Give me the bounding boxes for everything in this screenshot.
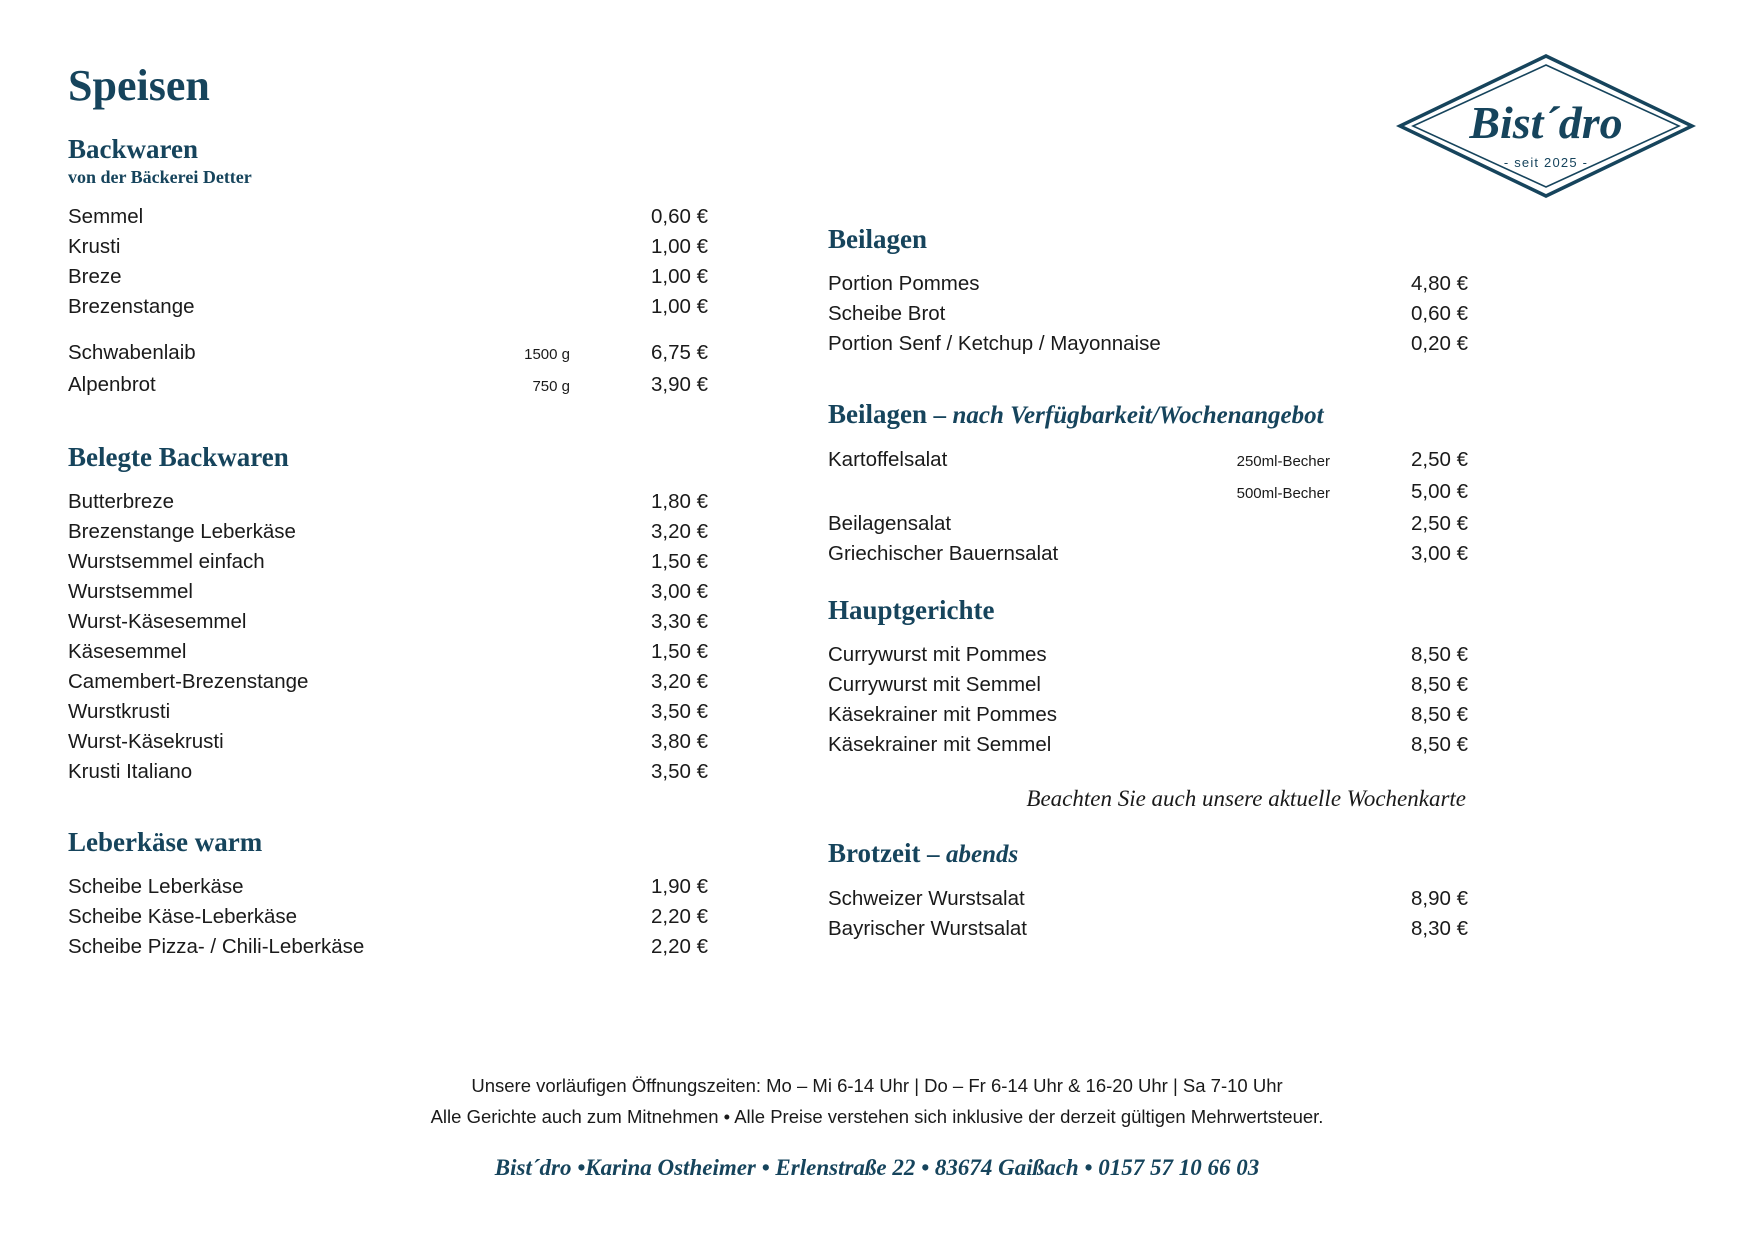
menu-item-row <box>828 730 1468 760</box>
item-price: 4,80 € <box>1411 272 1468 296</box>
logo-tagline: - seit 2025 - <box>1503 155 1589 170</box>
item-price: 6,75 € <box>651 340 708 364</box>
menu-item-row <box>68 727 708 757</box>
item-name: Schweizer Wurstsalat <box>828 886 1025 910</box>
section-heading-modifier: – abends <box>927 840 1019 868</box>
item-name: Wurstsemmel <box>68 579 193 603</box>
item-price: 1,00 € <box>651 294 708 318</box>
item-list-backwaren <box>68 202 708 402</box>
item-name: Semmel <box>68 204 144 228</box>
menu-item-row <box>828 329 1468 359</box>
logo-wordmark: Bist´dro <box>1469 97 1623 148</box>
menu-item-row <box>68 637 708 667</box>
item-price: 3,00 € <box>651 579 708 603</box>
section-subheading-backwaren: von der Bäckerei Detter <box>68 167 252 188</box>
item-list-leberkaese-warm <box>68 872 708 962</box>
item-price: 0,60 € <box>651 204 708 228</box>
menu-item-row <box>68 547 708 577</box>
section-heading-beilagen-wochenangebot <box>828 399 1468 431</box>
item-price: 1,00 € <box>651 264 708 288</box>
item-price: 5,00 € <box>1411 479 1468 503</box>
menu-item-row <box>828 700 1468 730</box>
section-heading-beilagen <box>828 224 1468 255</box>
section-heading-text: Beilagen <box>828 224 927 254</box>
item-price: 2,20 € <box>651 904 708 928</box>
page-title: Speisen <box>68 61 210 110</box>
menu-item-row <box>68 697 708 727</box>
item-name: Wurst-Käsesemmel <box>68 609 247 633</box>
item-name: Wurstkrusti <box>68 699 171 723</box>
item-list-brotzeit <box>828 884 1468 944</box>
item-qty: 750 g <box>532 377 570 395</box>
item-name: Brezenstange Leberkäse <box>68 519 296 543</box>
item-name: Camembert-Brezenstange <box>68 669 309 693</box>
wochenkarte-note: Beachten Sie auch unsere aktuelle Wochenkarte <box>1026 785 1466 811</box>
page-footer <box>0 1070 1754 1182</box>
item-qty: 250ml-Becher <box>1236 452 1330 470</box>
logo-diamond-icon <box>1396 52 1696 200</box>
item-price: 3,80 € <box>651 729 708 753</box>
opening-hours: Unsere vorläufigen Öffnungszeiten: Mo – Mi 6-14 Uhr | Do – Fr 6-14 Uhr & 16-20 Uhr | Sa 7-10 Uhr <box>471 1075 1283 1097</box>
menu-item-row <box>68 232 708 262</box>
item-price: 3,20 € <box>651 669 708 693</box>
menu-item-row <box>68 757 708 787</box>
item-name: Krusti <box>68 234 121 258</box>
contact-address: Bist´dro •Karina Ostheimer • Erlenstraße 22 • 83674 Gaißach • 0157 57 10 66 03 <box>494 1155 1260 1181</box>
item-price: 3,00 € <box>1411 541 1468 565</box>
item-name: Wurst-Käsekrusti <box>68 729 224 753</box>
menu-item-row <box>828 509 1468 539</box>
item-name: Wurstsemmel einfach <box>68 549 265 573</box>
menu-item-row <box>68 262 708 292</box>
menu-item-row <box>828 884 1468 914</box>
menu-item-row <box>68 577 708 607</box>
section-heading-text: Hauptgerichte <box>828 594 995 625</box>
menu-item-row <box>828 539 1468 569</box>
menu-item-row <box>828 269 1468 299</box>
item-price: 0,20 € <box>1411 332 1468 356</box>
section-heading-hauptgerichte <box>828 595 1468 626</box>
menu-item-row <box>828 477 1468 509</box>
item-name: Scheibe Pizza- / Chili-Leberkäse <box>68 934 365 958</box>
item-price: 8,50 € <box>1411 702 1468 726</box>
right-column <box>828 224 1468 944</box>
item-price: 8,30 € <box>1411 916 1468 940</box>
item-name: Alpenbrot <box>68 372 156 396</box>
menu-item-row <box>828 445 1468 477</box>
item-name: Käsesemmel <box>68 639 187 663</box>
item-qty: 500ml-Becher <box>1236 484 1330 502</box>
item-price: 8,50 € <box>1411 732 1468 756</box>
takeaway-tax-notice: Alle Gerichte auch zum Mitnehmen • Alle Preise verstehen sich inklusive der derzeit gültigen Mehrwertsteuer. <box>430 1106 1324 1128</box>
section-heading-belegte-backwaren: Belegte Backwaren <box>68 441 289 472</box>
item-qty: 1500 g <box>524 345 570 363</box>
menu-item-row <box>68 202 708 232</box>
item-price: 2,20 € <box>651 934 708 958</box>
section-heading-text: Beilagen <box>828 399 927 430</box>
item-name: Breze <box>68 264 122 288</box>
item-name: Kartoffelsalat <box>828 447 948 471</box>
menu-item-row <box>828 640 1468 670</box>
item-name: Scheibe Brot <box>828 302 946 326</box>
item-name: Schwabenlaib <box>68 340 196 364</box>
menu-item-row <box>68 902 708 932</box>
menu-item-row <box>68 517 708 547</box>
item-price: 1,50 € <box>651 549 708 573</box>
item-name: Griechischer Bauernsalat <box>828 541 1059 565</box>
section-heading-backwaren: Backwaren <box>68 134 199 164</box>
item-price: 1,50 € <box>651 639 708 663</box>
item-name: Scheibe Käse-Leberkäse <box>68 904 298 928</box>
section-heading-modifier: – nach Verfügbarkeit/Wochenangebot <box>933 402 1324 430</box>
item-price: 1,00 € <box>651 234 708 258</box>
menu-item-row <box>828 914 1468 944</box>
item-list-hauptgerichte <box>828 640 1468 760</box>
menu-item-row <box>68 872 708 902</box>
left-column <box>68 61 708 962</box>
menu-item-row <box>68 667 708 697</box>
menu-item-row <box>68 487 708 517</box>
item-name: Beilagensalat <box>828 511 952 535</box>
menu-item-row <box>828 670 1468 700</box>
item-price: 3,30 € <box>651 609 708 633</box>
section-heading-brotzeit <box>828 838 1468 870</box>
item-price: 3,90 € <box>651 372 708 396</box>
item-name: Bayrischer Wurstsalat <box>828 916 1027 940</box>
item-name: Currywurst mit Pommes <box>828 642 1047 666</box>
item-price: 3,50 € <box>651 699 708 723</box>
section-heading-leberkaese-warm: Leberkäse warm <box>68 826 263 857</box>
item-price: 0,60 € <box>1411 302 1468 326</box>
item-name: Scheibe Leberkäse <box>68 874 244 898</box>
menu-item-row <box>68 338 708 370</box>
item-price: 2,50 € <box>1411 511 1468 535</box>
menu-item-row <box>68 292 708 322</box>
item-price: 8,90 € <box>1411 886 1468 910</box>
item-list-beilagen-wochenangebot <box>828 445 1468 569</box>
item-name: Krusti Italiano <box>68 759 193 783</box>
item-name: Portion Pommes <box>828 272 980 296</box>
menu-item-row <box>828 299 1468 329</box>
item-price: 8,50 € <box>1411 672 1468 696</box>
item-price: 1,90 € <box>651 874 708 898</box>
section-heading-text: Brotzeit <box>828 837 921 868</box>
item-price: 3,50 € <box>651 759 708 783</box>
item-price: 1,80 € <box>651 489 708 513</box>
item-name: Käsekrainer mit Pommes <box>828 702 1057 726</box>
bistdro-logo <box>1396 52 1696 200</box>
item-name: Portion Senf / Ketchup / Mayonnaise <box>828 332 1161 356</box>
item-list-beilagen <box>828 269 1468 359</box>
item-name: Käsekrainer mit Semmel <box>828 732 1052 756</box>
item-list-belegte-backwaren <box>68 487 708 787</box>
item-price: 8,50 € <box>1411 642 1468 666</box>
item-price: 3,20 € <box>651 519 708 543</box>
item-name: Currywurst mit Semmel <box>828 672 1041 696</box>
menu-item-row <box>68 370 708 402</box>
menu-item-row <box>68 607 708 637</box>
item-name: Brezenstange <box>68 294 195 318</box>
item-name: Butterbreze <box>68 489 174 513</box>
menu-item-row <box>68 932 708 962</box>
item-price: 2,50 € <box>1411 447 1468 471</box>
